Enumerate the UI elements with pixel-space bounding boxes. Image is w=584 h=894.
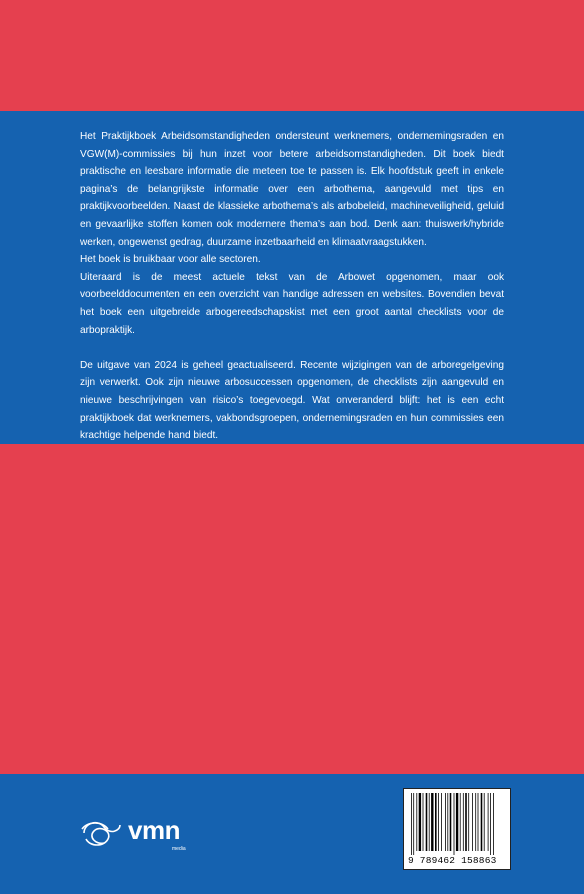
barcode-bar — [416, 793, 417, 851]
barcode-bar — [454, 793, 455, 855]
barcode-bar — [450, 793, 452, 851]
barcode-bar — [490, 793, 491, 855]
barcode-bar — [441, 793, 442, 851]
barcode-bar — [419, 793, 421, 851]
barcode-bar — [429, 793, 430, 851]
barcode-bar — [435, 793, 437, 851]
barcode-bar — [478, 793, 479, 851]
publisher-name: vmn — [128, 815, 180, 845]
publisher-logo — [80, 813, 200, 853]
barcode-bar — [465, 793, 467, 851]
barcode-bar — [447, 793, 448, 851]
top-red-band — [0, 0, 584, 111]
barcode-bar — [413, 793, 414, 855]
isbn-number: 9 789462 158863 — [408, 855, 497, 866]
barcode-bar — [481, 793, 483, 851]
barcode-bar — [411, 793, 412, 855]
barcode-bar — [423, 793, 424, 851]
barcode-bar — [438, 793, 439, 851]
blurb-paragraph-contents: Uiteraard is de meest actuele tekst van de Arbowet opgenomen, maar ook voorbeelddocumenten en een overzicht van handige adressen en websites. Bovendien bevat het boek een uitgebreide arbogereedschapskist met een groot aantal checklists voor de arbopraktijk. — [80, 271, 504, 336]
barcode-bar — [445, 793, 446, 851]
barcode-bar — [456, 793, 458, 851]
isbn-barcode — [403, 788, 511, 870]
barcode-bar — [468, 793, 469, 851]
barcode-bar — [426, 793, 428, 851]
barcode-bar — [460, 793, 461, 851]
middle-red-band — [0, 444, 584, 774]
barcode-bar — [431, 793, 433, 851]
blurb-paragraph-intro: Het Praktijkboek Arbeidsomstandigheden ondersteunt werknemers, ondernemingsraden en VGW(M)-commissies bij hun inzet voor betere arbeidsomstandigheden. Dit boek biedt praktische en leesbare informatie die meteen toe te passen is. Elk hoofdstuk geeft in enkele pagina’s de belangrijkste informatie over een arbothema, aangevuld met tips en praktijkvoorbeelden. Naast de klassieke arbothema’s als arbobeleid, machineveiligheid, geluid en gevaarlijke stoffen komen ook modernere thema’s aan bod. Denk aan: thuiswerk/hybride werken, ongewenst gedrag, duurzame inzetbaarheid en klimaatvraagstukken. — [80, 131, 504, 248]
barcode-bars — [409, 793, 505, 855]
blurb-paragraph-edition: De uitgave van 2024 is geheel geactualiseerd. Recente wijzigingen van de arboregelgeving zijn verwerkt. Ook zijn nieuwe arbosuccessen opgenomen, de checklists zijn aangevuld en nieuwe beschrijvingen van risico’s toegevoegd. Wat onveranderd blijft: het is een echt praktijkboek dat werknemers, vakbondsgroepen, ondernemingsraden en hun commissies een krachtige helpende hand biedt. — [80, 359, 504, 442]
barcode-bar — [493, 793, 494, 855]
blurb-panel — [0, 111, 584, 444]
barcode-bar — [472, 793, 473, 851]
barcode-bar — [463, 793, 464, 851]
barcode-bar — [488, 793, 489, 851]
publisher-sub: media — [172, 846, 186, 852]
vmn-logo-mark-icon — [80, 817, 124, 849]
barcode-bar — [475, 793, 476, 851]
barcode-bar — [484, 793, 485, 851]
blurb-paragraph-sectors: Het boek is bruikbaar voor alle sectoren. — [80, 254, 261, 266]
